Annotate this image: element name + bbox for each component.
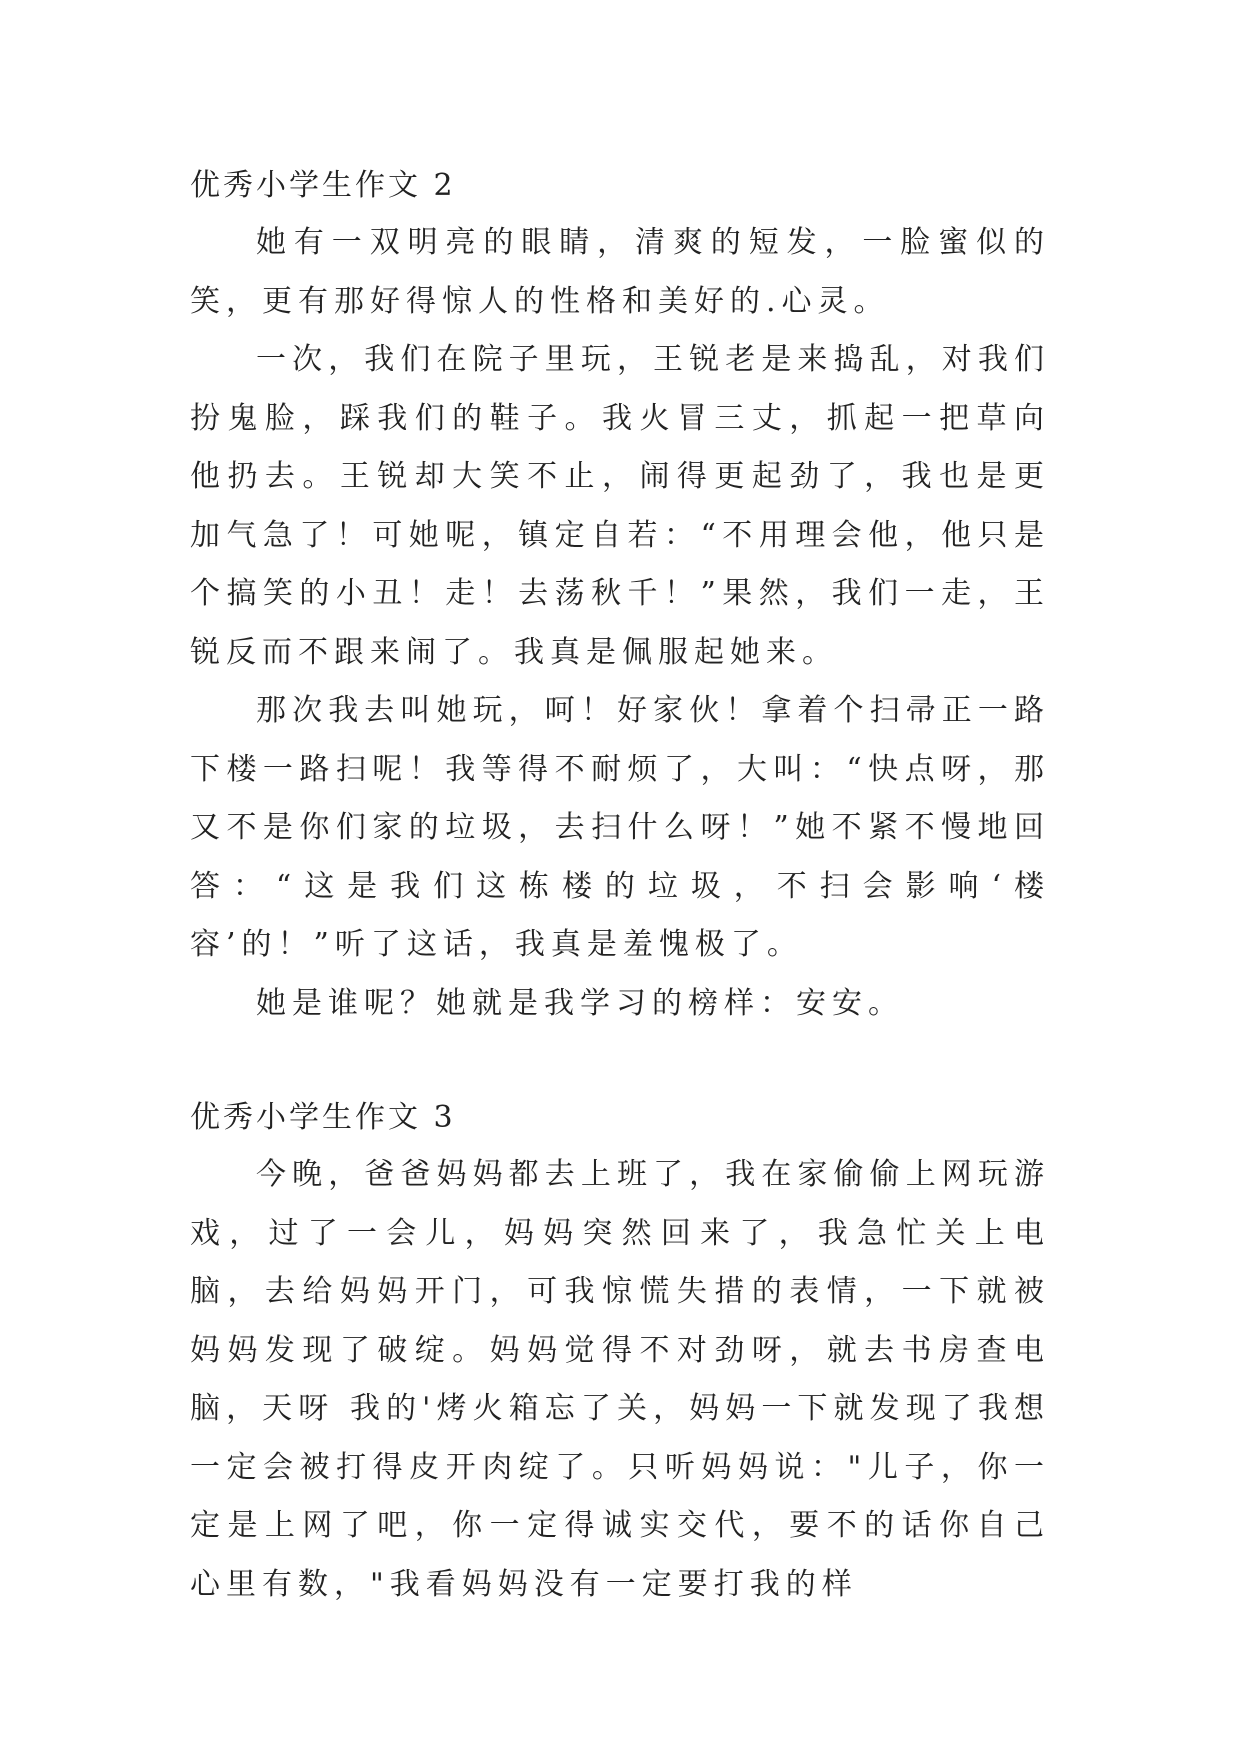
essay-section-3	[190, 1090, 1050, 1614]
essay-paragraph: 她是谁呢？她就是我学习的榜样：安安。	[256, 985, 904, 1021]
essay-paragraph: 她有一双明亮的眼睛，清爽的短发，一脸蜜似的笑，更有那好得惊人的性格和美好的.心灵。	[190, 225, 1050, 319]
essay-paragraph: 一次，我们在院子里玩，王锐老是来捣乱，对我们扮鬼脸，踩我们的鞋子。我火冒三丈，抓起一把草向他扔去。王锐却大笑不止，闹得更起劲了，我也是更加气急了！可她呢，镇定自若：“不用理会他，他只是个搞笑的小丑！走！去荡秋千！”果然，我们一走，王锐反而不跟来闹了。我真是佩服起她来。	[190, 342, 1050, 670]
essay-section-2	[190, 158, 1050, 1033]
essay-paragraph: 今晚，爸爸妈妈都去上班了，我在家偷偷上网玩游戏，过了一会儿，妈妈突然回来了，我急忙关上电脑，去给妈妈开门，可我惊慌失措的表情，一下就被妈妈发现了破绽。妈妈觉得不对劲呀，就去书房查电脑，天呀 我的'烤火箱忘了关，妈妈一下就发现了我想一定会被打得皮开肉绽了。只听妈妈说："儿子，你一定是上网了吧，你一定得诚实交代，要不的话你自己心里有数，"我看妈妈没有一定要打我的样	[190, 1157, 1050, 1602]
essay-heading: 优秀小学生作文 3	[190, 1100, 456, 1135]
essay-heading: 优秀小学生作文 2	[190, 168, 456, 203]
essay-paragraph: 那次我去叫她玩，呵！好家伙！拿着个扫帚正一路下楼一路扫呢！我等得不耐烦了，大叫：“快点呀，那又不是你们家的垃圾，去扫什么呀！”她不紧不慢地回答：“这是我们这栋楼的垃圾，不扫会影响‘楼容’的！”听了这话，我真是羞愧极了。	[190, 693, 1050, 962]
